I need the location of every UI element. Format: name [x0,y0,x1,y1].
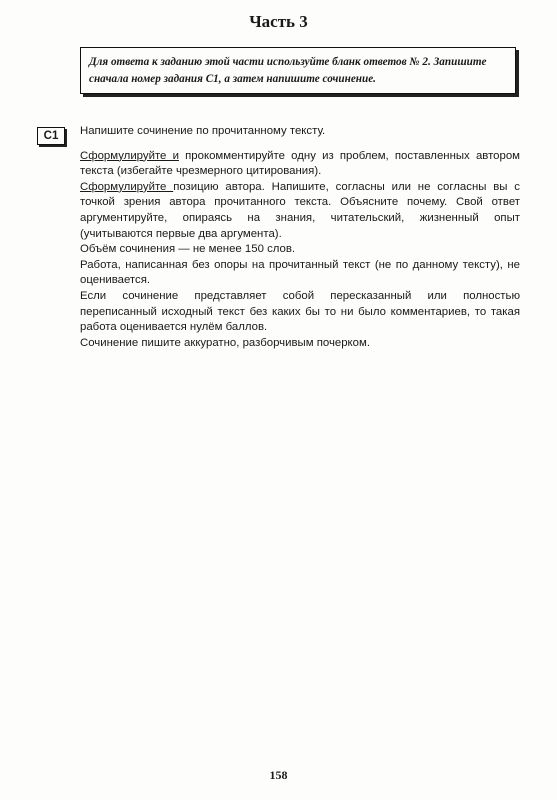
task-paragraph-6: Сочинение пишите аккуратно, разборчивым почерком. [80,336,371,349]
page-title: Часть 3 [249,12,308,31]
task-paragraph-1-text: прокомментируйте одну из проблем, поставленных автором текста (избегайте чрезмерного цитирования). [80,149,520,178]
task-paragraph-2-text: позицию автора. Напишите, согласны или не согласны вы с точкой зрения автора прочитанного текста. Объясните почему. Свой ответ аргументируйте, опираясь на знания, читательский, жизненный опыт (учитываются первые два аргумента). [80,180,520,240]
task-intro: Напишите сочинение по прочитанному тексту. [80,125,326,137]
task-paragraph-4: Работа, написанная без опоры на прочитанный текст (не по данному тексту), не оценивается. [80,258,520,287]
task-body [80,124,520,351]
task-paragraph-2-underlined: Сформулируйте [80,180,174,193]
task-paragraph-1-underlined: Сформулируйте и [80,149,179,162]
instruction-text: Для ответа к заданию этой части используйте бланк ответов № 2. Запишите сначала номер задания С1, а затем напишите сочинение. [89,56,487,85]
task-paragraph-1 [80,149,520,180]
task-paragraph-3: Объём сочинения — не менее 150 слов. [80,243,296,256]
instruction-box [80,47,516,94]
task-paragraph-5: Если сочинение представляет собой пересказанный или полностью переписанный исходный текст без каких бы то ни было комментариев, то такая работа оценивается нулём баллов. [80,289,520,334]
page-number: 158 [269,768,288,782]
task-paragraph-2 [80,180,520,242]
task-label: С1 [37,127,65,145]
